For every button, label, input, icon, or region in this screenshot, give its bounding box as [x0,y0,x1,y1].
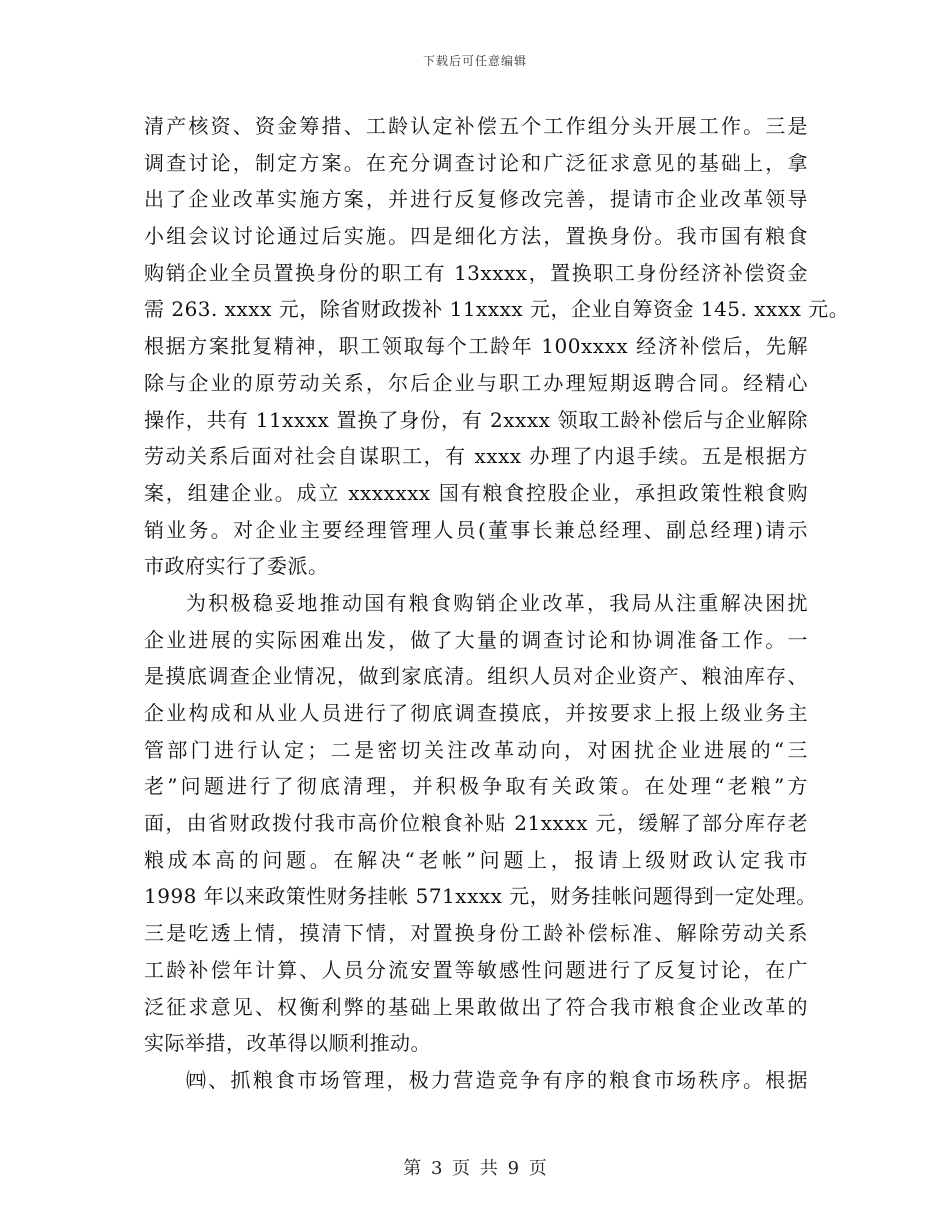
text-line: 企业构成和从业人员进行了彻底调查摸底，并按要求上报上级业务主 [144,701,808,725]
text-line: 销业务。对企业主要经理管理人员(董事长兼总经理、副总经理)请示 [144,517,808,542]
text-line: 清产核资、资金筹措、工龄认定补偿五个工作组分头开展工作。三是 [144,114,808,138]
text-line: 根据方案批复精神，职工领取每个工龄年 100xxxx 经济补偿后，先解 [144,334,808,359]
text-line: 老”问题进行了彻底清理，并积极争取有关政策。在处理“老粮”方 [144,774,808,799]
text-line: 面，由省财政拨付我市高价位粮食补贴 21xxxx 元，缓解了部分库存老 [144,811,808,836]
text-line: 管部门进行认定；二是密切关注改革动向，对困扰企业进展的“三 [144,737,808,762]
text-line: 企业进展的实际困难出发，做了大量的调查讨论和协调准备工作。一 [144,627,808,652]
text-line: 劳动关系后面对社会自谋职工，有 xxxx 办理了内退手续。五是根据方 [144,444,808,469]
text-line: ㈣、抓粮食市场管理，极力营造竞争有序的粮食市场秩序。根据 [186,1067,808,1092]
page-header-note: 下载后可任意编辑 [422,54,527,68]
text-line: 是摸底调查企业情况，做到家底清。组织人员对企业资产、粮油库存、 [144,664,808,689]
paragraph-3 [144,1062,808,1099]
text-line: 除与企业的原劳动关系，尔后企业与职工办理短期返聘合同。经精心 [144,370,808,395]
text-line: 需 263. xxxx 元，除省财政拨补 11xxxx 元，企业自筹资金 145. xxxx 元。 [144,297,850,322]
text-line: 案，组建企业。成立 xxxxxxx 国有粮食控股企业，承担政策性粮食购 [144,480,808,505]
paragraph-2 [144,585,817,1062]
text-line: 泛征求意见、权衡利弊的基础上果敢做出了符合我市粮食企业改革的 [144,994,808,1019]
paragraph-1 [144,108,850,585]
text-line: 粮成本高的问题。在解决“老帐”问题上，报请上级财政认定我市 [144,847,808,872]
text-line: 为积极稳妥地推动国有粮食购销企业改革，我局从注重解决困扰 [186,590,808,615]
page-number: 第 3 页 共 9 页 [403,1158,547,1179]
document-body [144,108,850,1099]
text-line: 调查讨论，制定方案。在充分调查讨论和广泛征求意见的基础上，拿 [144,150,808,175]
text-line: 1998 年以来政策性财务挂帐 571xxxx 元，财务挂帐问题得到一定处理。 [144,884,817,909]
text-line: 市政府实行了委派。 [144,554,329,579]
text-line: 工龄补偿年计算、人员分流安置等敏感性问题进行了反复讨论，在广 [144,957,808,982]
text-line: 购销企业全员置换身份的职工有 13xxxx，置换职工身份经济补偿资金 [144,260,808,285]
text-line: 出了企业改革实施方案，并进行反复修改完善，提请市企业改革领导 [144,187,808,212]
text-line: 操作，共有 11xxxx 置换了身份，有 2xxxx 领取工龄补偿后与企业解除 [144,407,808,432]
text-line: 三是吃透上情，摸清下情，对置换身份工龄补偿标准、解除劳动关系 [144,921,808,946]
text-line: 实际举措，改革得以顺利推动。 [144,1031,431,1056]
text-line: 小组会议讨论通过后实施。四是细化方法，置换身份。我市国有粮食 [144,224,808,249]
